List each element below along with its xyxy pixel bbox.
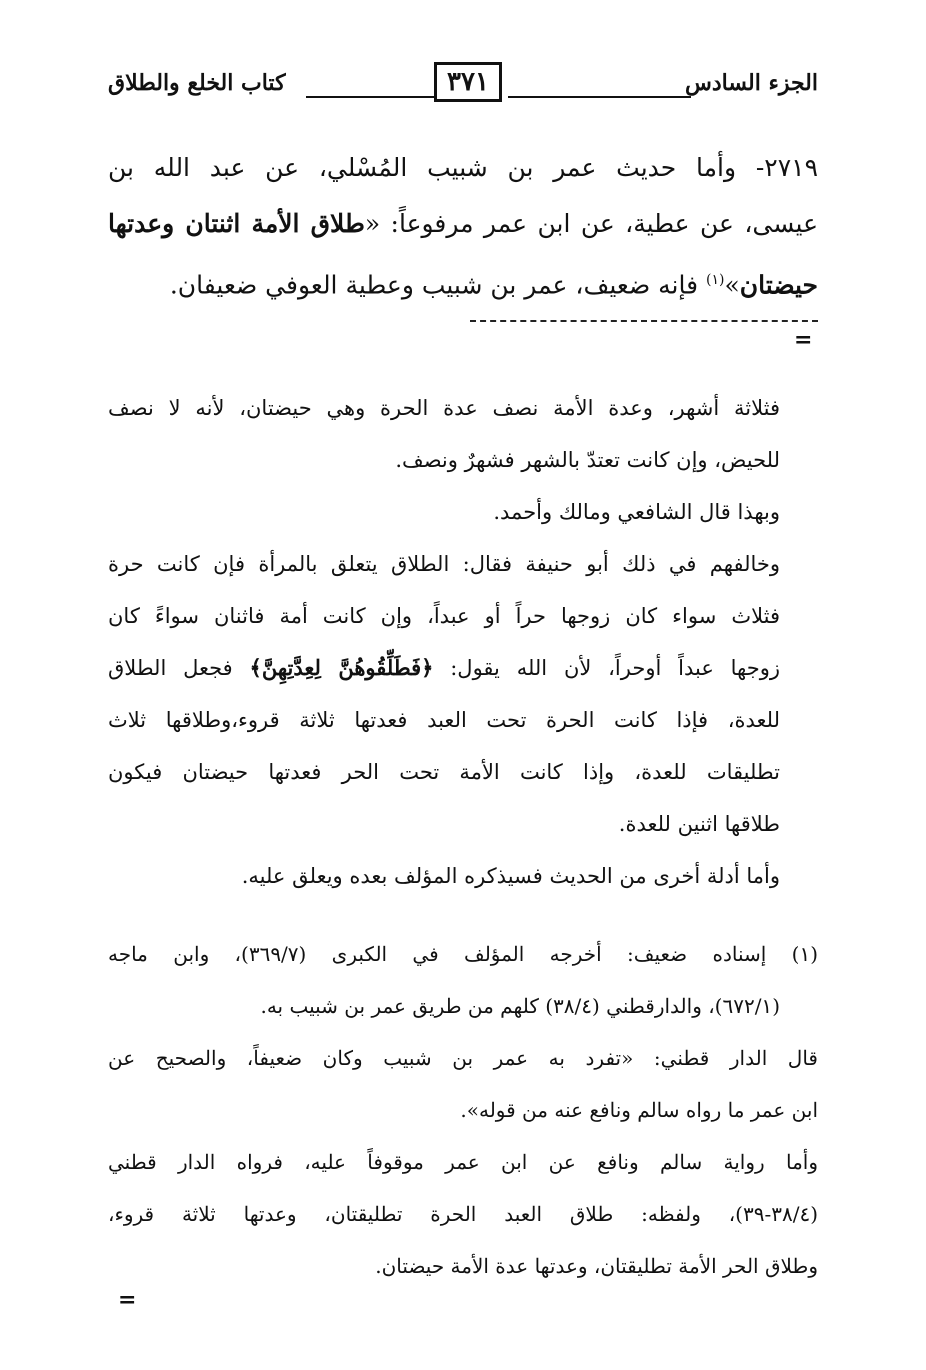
commentary-line: فثلاث سواء كان زوجها حراً أو عبداً، وإن كانت أمة فاثنان سواءً كان [108,604,780,628]
page-number: ٣٧١ [434,62,502,102]
commentary-text-segment: فجعل الطلاق [108,656,250,680]
continuation-mark: = [794,327,813,353]
hadith-text: عيسى، عن عطية، عن ابن عمر مرفوعاً: « [364,209,818,238]
commentary-line: وبهذا قال الشافعي ومالك وأحمد. [493,500,780,524]
footnote-reference[interactable]: (١) [706,272,725,288]
footnote-line: وطلاق الحر الأمة تطليقتان، وعدتها عدة الأمة حيضتان. [375,1254,818,1278]
commentary-line: طلاقها اثنين للعدة. [618,812,780,836]
running-header [108,60,818,108]
commentary-line-quran [108,642,780,694]
hadith-line [108,196,818,252]
hadith-line: ٢٧١٩- وأما حديث عمر بن شبيب المُسْلي، عن عبد الله بن [108,153,818,182]
header-rule-right [508,96,691,98]
footnote-line: (٦٧٢/١)، والدارقطني (٣٨/٤) كلهم من طريق عمر بن شبيب به. [260,994,780,1018]
continuation-mark-bottom: = [118,1287,137,1313]
hadith-grading: فإنه ضعيف، عمر بن شبيب وعطية العوفي ضعيفان. [169,270,707,300]
commentary-line: فثلاثة أشهر، وعدة الأمة نصف عدة الحرة وهي حيضتان، لأنه لا نصف [108,396,780,420]
commentary-line: للحيض، وإن كانت تعتدّ بالشهر فشهرٌ ونصف. [395,448,780,472]
dashed-separator [470,320,818,322]
hadith-line [108,252,818,313]
footnote-line: (٣٨/٤-٣٩)، ولفظه: طلاق العبد الحرة تطليقتان، وعدتها ثلاثة قروء، [108,1202,818,1226]
commentary-text-segment: زوجها عبداً أوحراً، لأن الله يقول: [433,656,781,680]
commentary-line: وأما أدلة أخرى من الحديث فسيذكره المؤلف بعده ويعلق عليه. [241,864,780,888]
commentary-line: وخالفهم في ذلك أبو حنيفة فقال: الطلاق يتعلق بالمرأة فإن كانت حرة [108,552,780,576]
commentary-line: تطليقات للعدة، وإذا كانت الأمة تحت الحر فعدتها حيضتان فيكون [108,760,780,784]
volume-title: الجزء السادس [685,70,818,96]
hadith-paragraph [108,140,818,313]
footnote-text: إسناده ضعيف: أخرجه المؤلف في الكبرى (٣٦٩/٧)، وابن ماجه [108,942,767,966]
footnote-marker: (١) [791,942,819,966]
header-rule-left [306,96,434,98]
hadith-quote-end: حيضتان [739,270,818,300]
footnote-section [108,928,818,1292]
quote-close: » [724,270,740,300]
book-title: كتاب الخلع والطلاق [108,70,286,96]
quran-verse: ﴿فَطَلِّقُوهُنَّ لِعِدَّتِهِنَّ﴾ [249,655,434,680]
footnote-line [108,928,818,980]
hadith-quote: طلاق الأمة اثنتان وعدتها [108,209,365,238]
commentary-text [108,382,780,902]
footnote-line: وأما رواية سالم ونافع عن ابن عمر موقوفاً عليه، فرواه الدار قطني [108,1150,818,1174]
footnote-line: قال الدار قطني: «تفرد به عمر بن شبيب وكان ضعيفاً، والصحيح عن [108,1046,818,1070]
footnote-line: ابن عمر ما رواه سالم ونافع عنه من قوله». [460,1098,818,1122]
commentary-line: للعدة، فإذا كانت الحرة تحت العبد فعدتها ثلاثة قروء،وطلاقها ثلاث [108,708,780,732]
